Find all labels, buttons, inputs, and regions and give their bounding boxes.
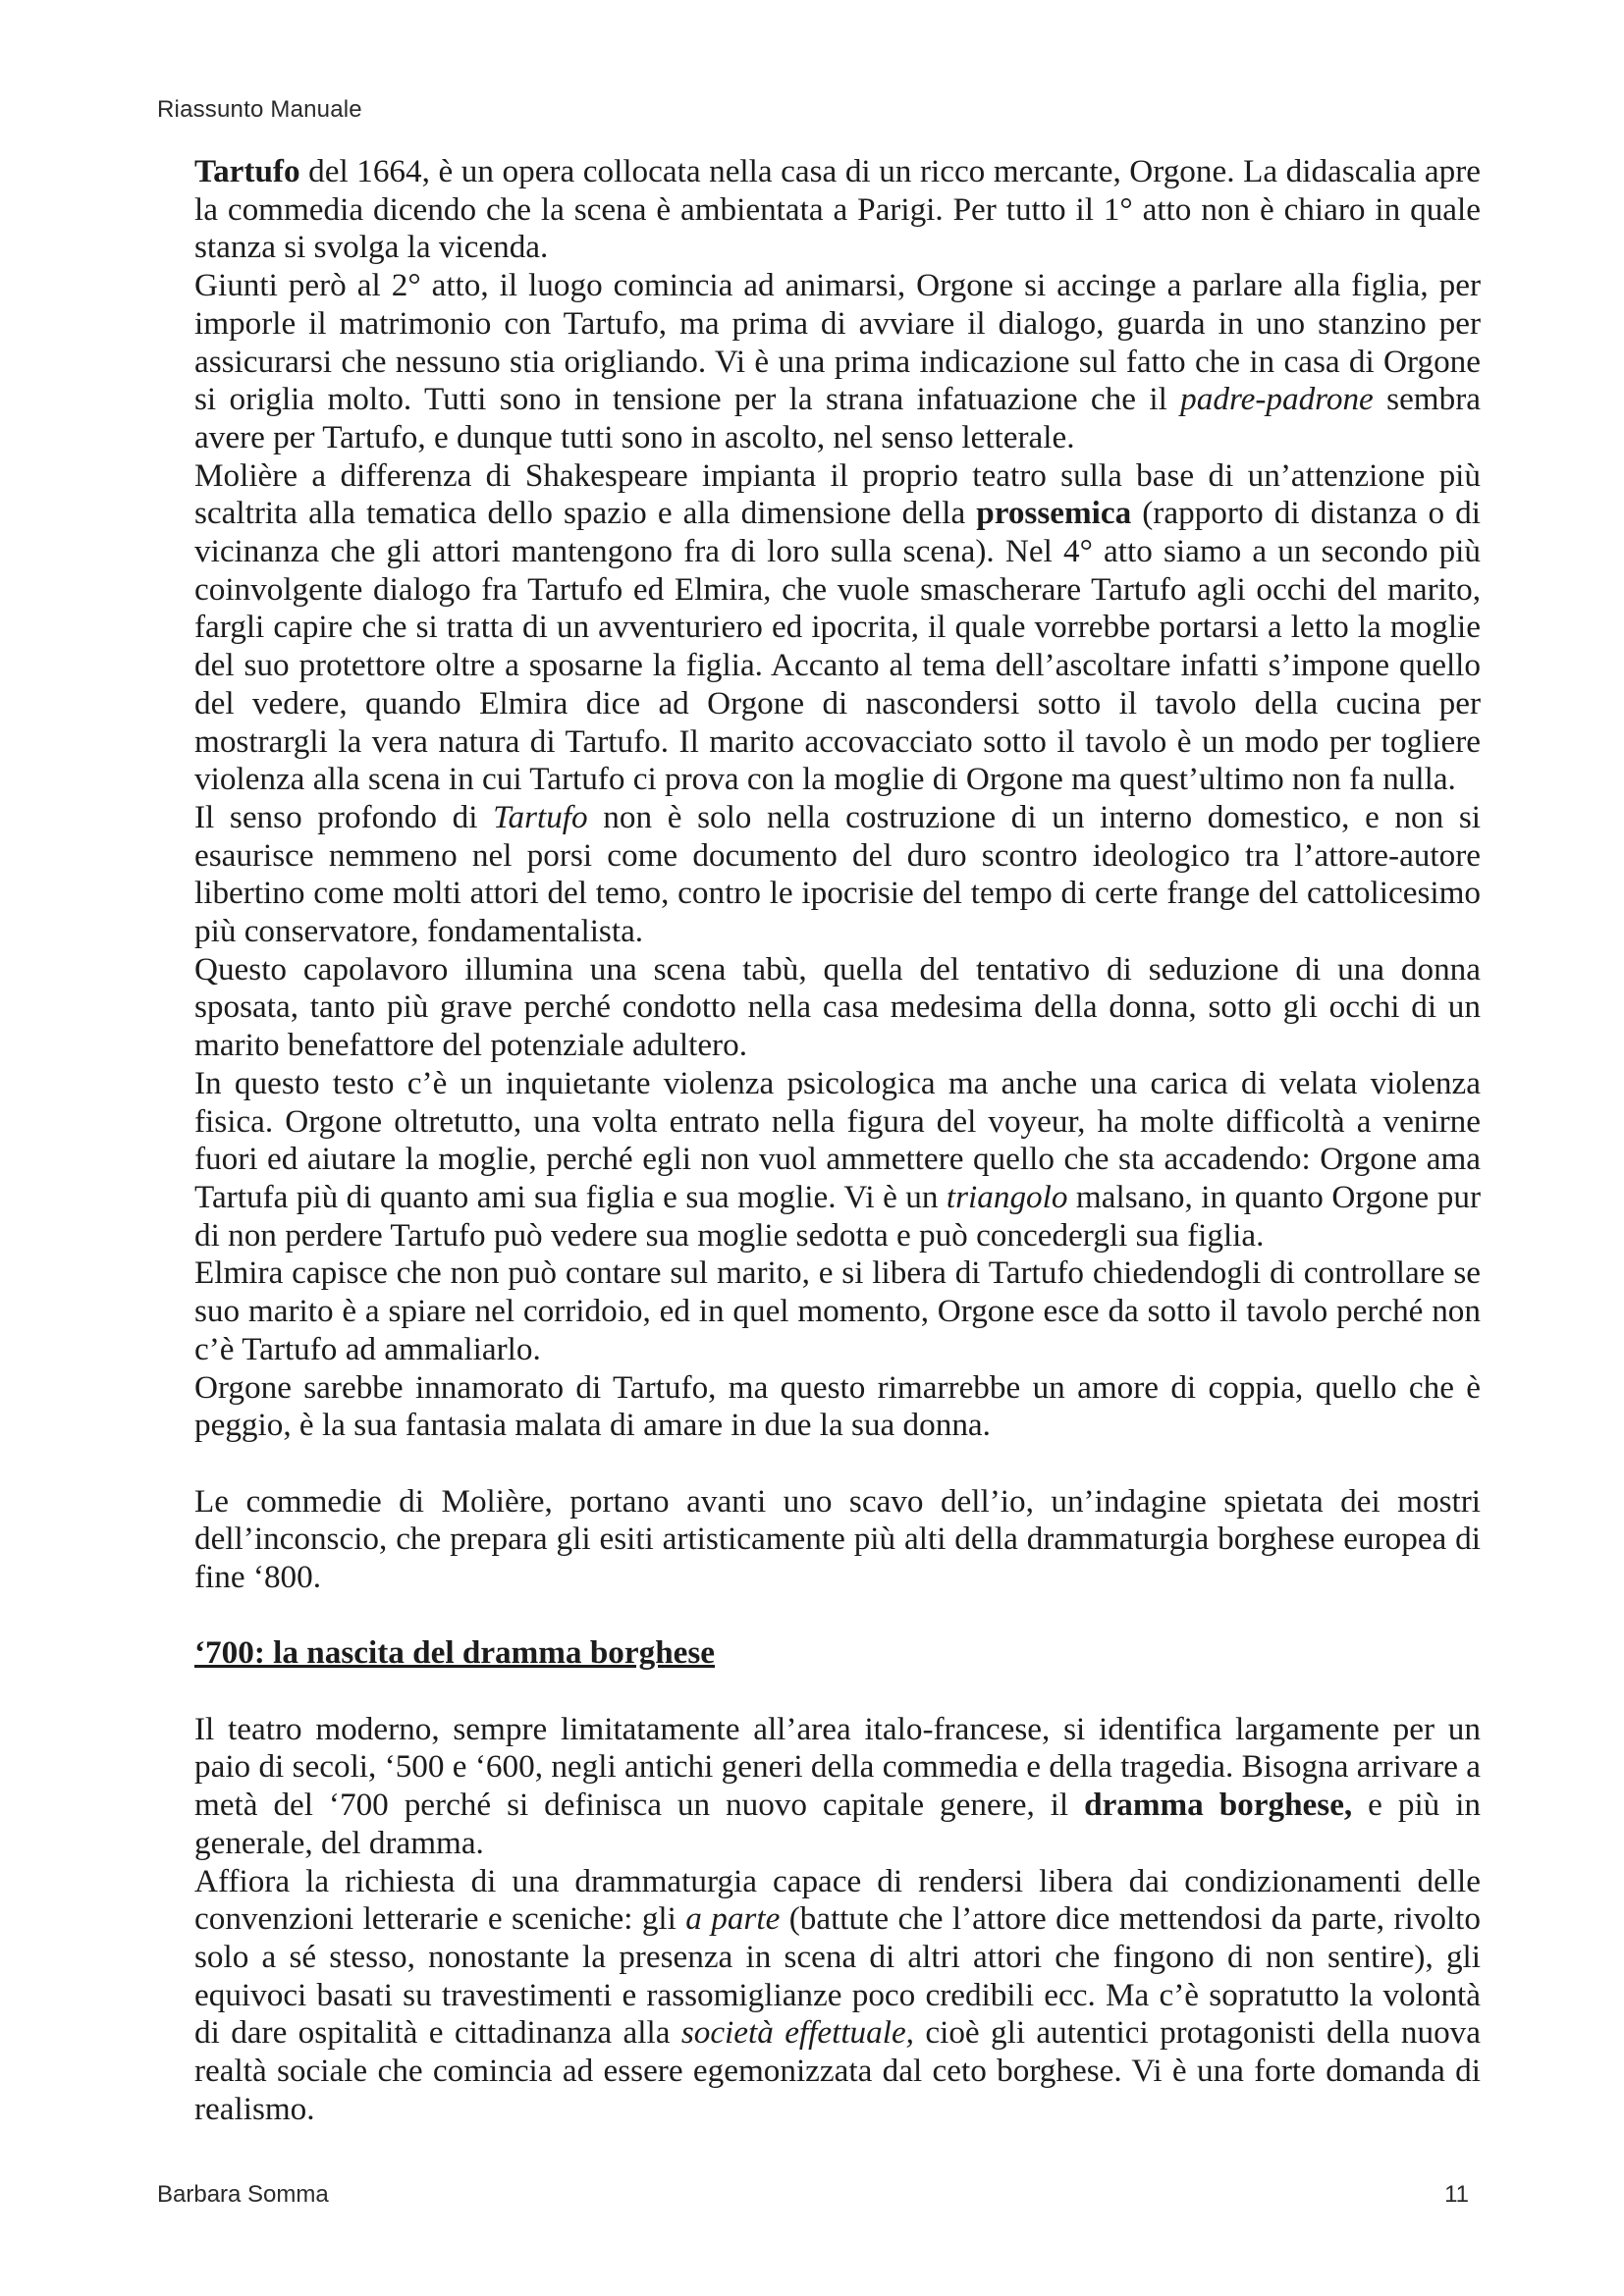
italic-term: triangolo bbox=[946, 1178, 1068, 1215]
italic-term: società effettuale, bbox=[680, 2014, 914, 2052]
paragraph-tartufo-intro: Tartufo del 1664, è un opera collocata nella casa di un ricco mercante, Orgone. La didascalia apre la commedia dicendo che la scena è ambientata a Parigi. Per tutto il 1° atto non è chiaro in quale stanza si svolga la vicenda. bbox=[194, 153, 1481, 266]
paragraph-spacer bbox=[194, 1445, 1481, 1483]
running-header: Riassunto Manuale bbox=[157, 96, 362, 123]
body-text bbox=[194, 153, 1481, 2129]
page-number: 11 bbox=[1444, 2181, 1469, 2208]
paragraph-teatro-moderno: Il teatro moderno, sempre limitatamente all’area italo-francese, si identifica largamente per un paio di secoli, ‘500 e ‘600, negli antichi generi della commedia e della tragedia. Bisogna arrivare a metà del ‘700 perché si definisca un nuovo capitale genere, il dramma borghese, e più in generale, del dramma. bbox=[194, 1710, 1482, 1861]
section-heading: ‘700: la nascita del dramma borghese bbox=[194, 1634, 716, 1672]
bold-term: prossemica bbox=[976, 495, 1132, 532]
italic-term: a parte bbox=[685, 1900, 781, 1938]
paragraph-spacer bbox=[194, 1597, 1481, 1635]
italic-term: Tartufo bbox=[493, 798, 588, 835]
paragraph-second-act: Giunti però al 2° atto, il luogo comincia ad animarsi, Orgone si accinge a parlare alla figlia, per imporle il matrimonio con Tartufo, ma prima di avviare il dialogo, guarda in uno stanzino per assicurarsi che nessuno stia origliando. Vi è una prima indicazione sul fatto che in casa di Orgone si origlia molto. Tutti sono in tensione per la strana infatuazione che il padre-padrone sembra avere per Tartufo, e dunque tutti sono in ascolto, nel senso letterale. bbox=[194, 267, 1481, 455]
bold-term: dramma borghese, bbox=[1084, 1787, 1353, 1824]
italic-term: padre-padrone bbox=[1180, 381, 1374, 418]
paragraph-elmira: Elmira capisce che non può contare sul marito, e si libera di Tartufo chiedendogli di controllare se suo marito è a spiare nel corridoio, ed in quel momento, Orgone esce da sotto il tavolo perché non c’è Tartufo ad ammaliarlo. bbox=[194, 1255, 1481, 1367]
paragraph-prossemica: Molière a differenza di Shakespeare impianta il proprio teatro sulla base di un’attenzione più scaltrita alla tematica dello spazio e alla dimensione della prossemica (rapporto di distanza o di vicinanza che gli attori mantengono fra di loro sulla scena). Nel 4° atto siamo a un secondo più coinvolgente dialogo fra Tartufo ed Elmira, che vuole smascherare Tartufo agli occhi del marito, fargli capire che si tratta di un avventuriero ed ipocrita, il quale vorrebbe portarsi a letto la moglie del suo protettore oltre a sposarne la figlia. Accanto al tema dell’ascoltare infatti s’impone quello del vedere, quando Elmira dice ad Orgone di nascondersi sotto il tavolo della cucina per mostrargli la vera natura di Tartufo. Il marito accovacciato sotto il tavolo è un modo per togliere violenza alla scena in cui Tartufo ci prova con la moglie di Orgone ma quest’ultimo non fa nulla. bbox=[194, 456, 1481, 798]
paragraph-violenza: In questo testo c’è un inquietante violenza psicologica ma anche una carica di velata violenza fisica. Orgone oltretutto, una volta entrato nella figura del voyeur, ha molte difficoltà a venirne fuori ed aiutare la moglie, perché egli non vuol ammettere quello che sta accadendo: Orgone ama Tartufa più di quanto ami sua figlia e sua moglie. Vi è un triangolo malsano, in quanto Orgone pur di non perdere Tartufo può vedere sua moglie sedotta e può concedergli sua figlia. bbox=[194, 1064, 1481, 1254]
paragraph-senso-profondo: Il senso profondo di Tartufo non è solo nella costruzione di un interno domestico, e non si esaurisce nemmeno nel porsi come documento del duro scontro ideologico tra l’attore-autore libertino come molti attori del temo, contro le ipocrisie del tempo di certe frange del cattolicesimo più conservatore, fondamentalista. bbox=[194, 798, 1481, 950]
footer-author: Barbara Somma bbox=[157, 2181, 329, 2208]
paragraph-drammaturgia: Affiora la richiesta di una drammaturgia capace di rendersi libera dai condizionamenti delle convenzioni letterarie e sceniche: gli a parte (battute che l’attore dice mettendosi da parte, rivolto solo a sé stesso, nonostante la presenza in scena di altri attori che fingono di non sentire), gli equivoci basati su travestimenti e rassomiglianze poco credibili ecc. Ma c’è sopratutto la volontà di dare ospitalità e cittadinanza alla società effettuale, cioè gli autentici protagonisti della nuova realtà sociale che comincia ad essere egemonizzata dal ceto borghese. Vi è una forte domanda di realismo. bbox=[194, 1862, 1481, 2127]
paragraph-spacer bbox=[194, 1673, 1481, 1711]
paragraph-commedie-moliere: Le commedie di Molière, portano avanti uno scavo dell’io, un’indagine spietata dei mostri dell’inconscio, che prepara gli esiti artisticamente più alti della drammaturgia borghese europea di fine ‘800. bbox=[194, 1482, 1481, 1595]
paragraph-scena-tabu: Questo capolavoro illumina una scena tabù, quella del tentativo di seduzione di una donna sposata, tanto più grave perché condotto nella casa medesima della donna, sotto gli occhi di un marito benefattore del potenziale adultero. bbox=[194, 950, 1481, 1064]
bold-term: Tartufo bbox=[194, 153, 300, 189]
paragraph-orgone: Orgone sarebbe innamorato di Tartufo, ma questo rimarrebbe un amore di coppia, quello che è peggio, è la sua fantasia malata di amare in due la sua donna. bbox=[194, 1368, 1481, 1444]
